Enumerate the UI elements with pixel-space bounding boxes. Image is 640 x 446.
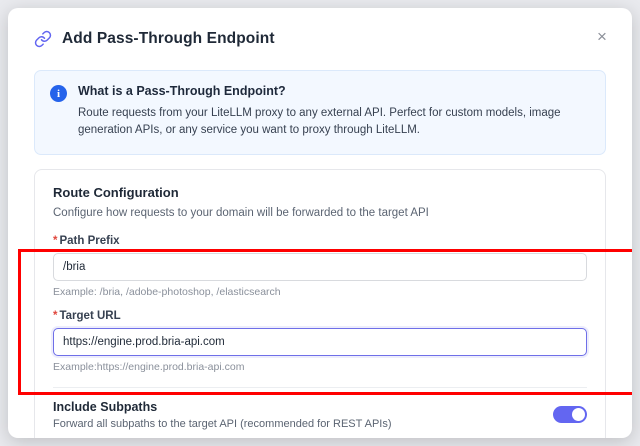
page-title: Add Pass-Through Endpoint <box>62 30 275 47</box>
modal-header <box>8 8 632 62</box>
required-marker: * <box>53 309 58 322</box>
target-url-input[interactable] <box>53 328 587 356</box>
target-url-label <box>53 310 587 322</box>
path-prefix-label <box>53 235 587 247</box>
info-text: Route requests from your LiteLLM proxy to any external API. Perfect for custom models, image generation APIs, or any service you want to proxy through LiteLLM. <box>78 107 561 137</box>
route-configuration-card <box>34 169 606 439</box>
include-subpaths-toggle[interactable] <box>553 406 587 423</box>
required-marker: * <box>53 234 58 247</box>
target-url-label-text: Target URL <box>59 309 121 322</box>
toggle-knob <box>572 408 585 421</box>
target-url-hint: Example:https://engine.prod.bria-api.com <box>53 360 245 373</box>
path-prefix-label-text: Path Prefix <box>59 234 120 247</box>
include-subpaths-row <box>53 388 587 430</box>
info-icon: i <box>50 85 67 102</box>
route-configuration-title: Route Configuration <box>53 184 179 200</box>
route-configuration-subtitle: Configure how requests to your domain will be forwarded to the target API <box>53 206 429 219</box>
close-icon[interactable]: × <box>597 26 607 46</box>
add-pass-through-endpoint-modal <box>8 8 632 438</box>
target-url-field <box>53 310 587 373</box>
link-icon <box>34 30 52 48</box>
path-prefix-hint: Example: /bria, /adobe-photoshop, /elasticsearch <box>53 285 281 298</box>
info-title: What is a Pass-Through Endpoint? <box>78 84 286 98</box>
path-prefix-input[interactable] <box>53 253 587 281</box>
include-subpaths-title: Include Subpaths <box>53 399 158 414</box>
include-subpaths-subtitle: Forward all subpaths to the target API (recommended for REST APIs) <box>53 417 392 430</box>
path-prefix-field <box>53 235 587 298</box>
info-callout <box>34 70 606 155</box>
